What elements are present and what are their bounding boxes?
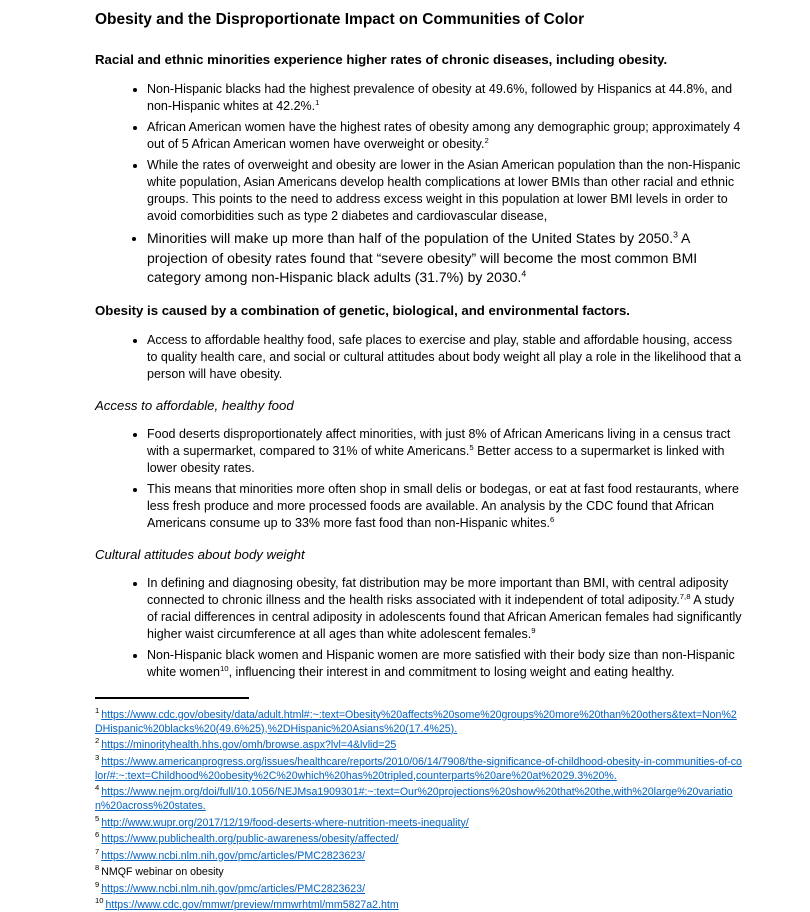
footnote-7 [95, 849, 744, 863]
footnote-link-cdc-mmwr[interactable]: https://www.cdc.gov/mmwr/preview/mmwrhtml/mm5827a2.htm [105, 899, 398, 911]
footnote-10 [95, 898, 744, 912]
footnote-number: 5 [95, 814, 99, 823]
footnote-5 [95, 816, 744, 830]
intro-bullet-list [95, 81, 744, 288]
footnote-ref-1: 1 [315, 98, 319, 107]
bullet-text: Food deserts disproportionately affect minorities, with just 8% of African Americans living in a census tract with a supermarket, compared to 31% of white Americans. [147, 427, 730, 458]
footnote-link-cdc-adult-obesity[interactable]: https://www.cdc.gov/obesity/data/adult.html#:~:text=Obesity%20affects%20some%20groups%20more%20than%20others&text=Non%2DHispanic%20blacks%20(49.6%25),%2DHispanic%20Asians%20(17.4%25). [95, 709, 737, 735]
bullet-access-factors [147, 332, 744, 383]
heading-culture: Cultural attitudes about body weight [95, 546, 744, 564]
bullet-text: Non-Hispanic black women and Hispanic women are more satisfied with their body size than non-Hispanic white women [147, 648, 735, 679]
footnote-number: 10 [95, 896, 103, 905]
bullet-asian-american [147, 157, 744, 225]
food-bullet-list [95, 426, 744, 532]
footnote-4 [95, 785, 744, 813]
heading-intro: Racial and ethnic minorities experience higher rates of chronic diseases, including obesity. [95, 51, 744, 69]
footnote-number: 8 [95, 863, 99, 872]
footnote-ref-4: 4 [521, 268, 526, 278]
bullet-text: A projection of obesity rates found that “severe obesity” will become the most common BMI category among non-Hispanic black adults (31.7%) by 2030. [147, 230, 697, 285]
bullet-fast-food [147, 481, 744, 532]
bullet-text: In defining and diagnosing obesity, fat distribution may be more important than BMI, with central adiposity connected to chronic illness and the health risks associated with it independent of total adiposity. [147, 576, 728, 607]
footnote-8 [95, 865, 744, 879]
footnote-ref-6: 6 [550, 514, 554, 523]
bullet-prevalence [147, 81, 744, 115]
footnotes-section [95, 708, 744, 912]
footnote-1 [95, 708, 744, 736]
bullet-body-satisfaction [147, 647, 744, 681]
footnote-separator [95, 697, 249, 699]
bullet-text: , influencing their interest in and commitment to losing weight and eating healthy. [229, 665, 675, 679]
footnote-number: 7 [95, 847, 99, 856]
bullet-text: Better access to a supermarket is linked with lower obesity rates. [147, 444, 725, 475]
bullet-text: Non-Hispanic blacks had the highest prevalence of obesity at 49.6%, followed by Hispanics at 44.8%, and non-Hispanic whites at 42.2%. [147, 82, 732, 113]
bullet-african-american-women [147, 119, 744, 153]
footnote-link-americanprogress[interactable]: https://www.americanprogress.org/issues/healthcare/reports/2010/06/14/7908/the-significance-of-childhood-obesity-in-communities-of-color/#:~:text=Childhood%20obesity%2C%20which%20has%20tripled,counterparts%20are%20at%2029.3%20%. [95, 756, 742, 782]
footnote-link-publichealth[interactable]: https://www.publichealth.org/public-awareness/obesity/affected/ [101, 833, 398, 845]
document-title: Obesity and the Disproportionate Impact on Communities of Color [95, 10, 744, 30]
footnote-number: 1 [95, 706, 99, 715]
footnote-ref-7-8: 7,8 [680, 591, 691, 600]
footnote-ref-5: 5 [469, 442, 473, 451]
bullet-minorities-2050 [147, 229, 744, 288]
footnote-9 [95, 882, 744, 896]
footnote-number: 6 [95, 830, 99, 839]
footnote-link-minorityhealth[interactable]: https://minorityhealth.hhs.gov/omh/browse.aspx?lvl=4&lvlid=25 [101, 739, 396, 751]
footnote-link-ncbi-2[interactable]: https://www.ncbi.nlm.nih.gov/pmc/articles/PMC2823623/ [101, 883, 365, 895]
bullet-text: A study of racial differences in central adiposity in adolescents found that African American females had significantly higher waist circumference at all ages than white adolescent females. [147, 593, 742, 641]
footnote-number: 4 [95, 783, 99, 792]
heading-food: Access to affordable, healthy food [95, 397, 744, 415]
footnote-ref-3: 3 [673, 229, 678, 239]
heading-causes: Obesity is caused by a combination of genetic, biological, and environmental factors. [95, 302, 744, 320]
footnote-text-nmqf-webinar: NMQF webinar on obesity [101, 866, 223, 878]
bullet-text: Minorities will make up more than half of the population of the United States by 2050. [147, 230, 673, 246]
culture-bullet-list [95, 575, 744, 681]
bullet-text: Access to affordable healthy food, safe places to exercise and play, stable and affordable housing, access to quality health care, and social or cultural attitudes about body weight all play a role in the likelihood that a person will have obesity. [147, 333, 741, 381]
bullet-central-adiposity [147, 575, 744, 643]
footnote-link-ncbi-1[interactable]: https://www.ncbi.nlm.nih.gov/pmc/articles/PMC2823623/ [101, 850, 365, 862]
footnote-number: 3 [95, 753, 99, 762]
bullet-text: African American women have the highest rates of obesity among any demographic group; approximately 4 out of 5 African American women have overweight or obesity. [147, 120, 740, 151]
footnote-2 [95, 738, 744, 752]
bullet-text: This means that minorities more often shop in small delis or bodegas, or eat at fast food restaurants, where less fresh produce and more processed foods are available. An analysis by the CDC found that African Americans consume up to 33% more fast food than non-Hispanic whites. [147, 482, 739, 530]
footnote-link-wupr[interactable]: http://www.wupr.org/2017/12/19/food-deserts-where-nutrition-meets-inequality/ [101, 817, 468, 829]
footnote-ref-10: 10 [220, 663, 229, 672]
footnote-ref-9: 9 [531, 625, 535, 634]
footnote-ref-2: 2 [484, 136, 488, 145]
footnote-link-nejm[interactable]: https://www.nejm.org/doi/full/10.1056/NEJMsa1909301#:~:text=Our%20projections%20show%20that%20the,with%20large%20variation%20across%20states. [95, 786, 733, 812]
footnote-number: 9 [95, 880, 99, 889]
bullet-food-deserts [147, 426, 744, 477]
footnote-6 [95, 832, 744, 846]
footnote-number: 2 [95, 736, 99, 745]
footnote-3 [95, 755, 744, 783]
causes-bullet-list [95, 332, 744, 383]
bullet-text: While the rates of overweight and obesity are lower in the Asian American population than the non-Hispanic white population, Asian Americans develop health complications at lower BMIs than other racial and ethnic groups. This points to the need to address excess weight in this population at lower BMI levels in order to avoid comorbidities such as type 2 diabetes and cardiovascular disease, [147, 158, 740, 223]
